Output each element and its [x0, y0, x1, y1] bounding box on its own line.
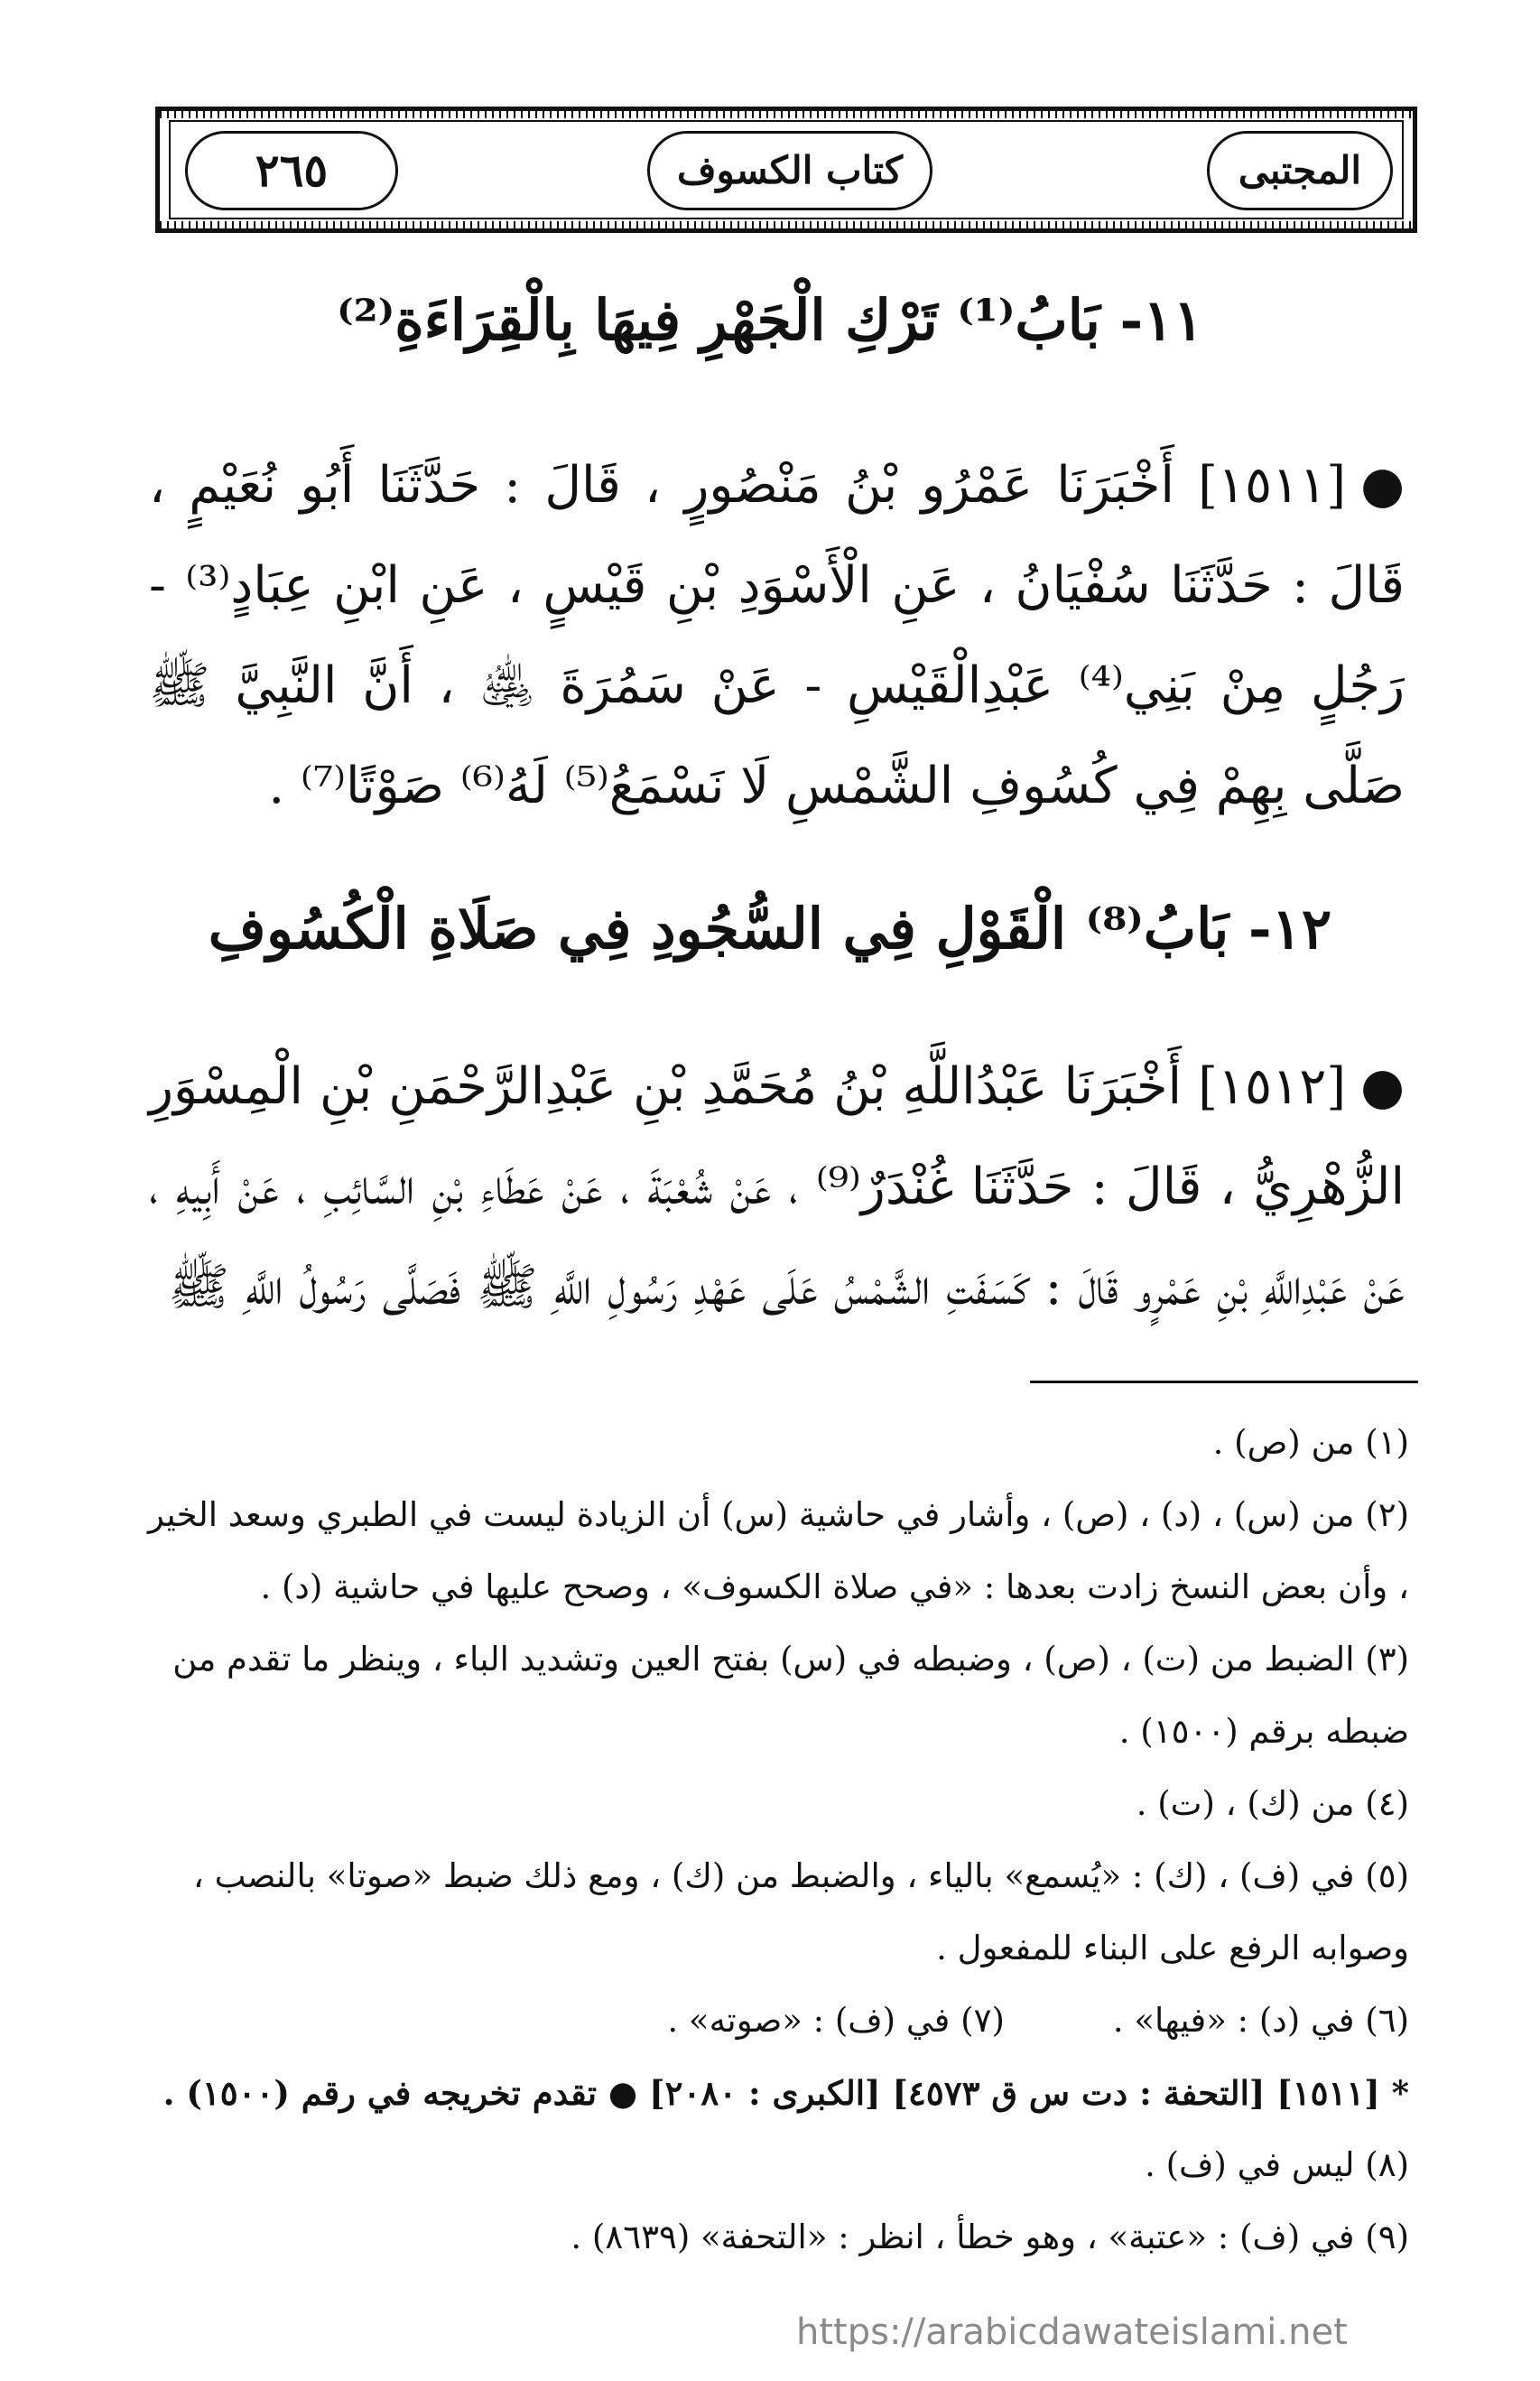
- bullet-marker: ●: [1360, 456, 1405, 515]
- chapter-heading-12: ١٢- بَابُ⁽⁸⁾ الْقَوْلِ فِي السُّجُودِ فِي صَلَاةِ الْكُسُوفِ: [208, 896, 1332, 962]
- footnote-6: (٦) في (د) : «فيها» .: [1112, 2001, 1409, 2040]
- page-header: [155, 107, 1417, 233]
- watermark-url: https://arabicdawateislami.net: [796, 2311, 1348, 2353]
- takhrij-note: * [١٥١١] [التحفة : دت س ق ٤٥٧٣] [الكبرى : ٢٠٨٠] ● تقدم تخريجه في رقم (١٥٠٠) .: [162, 2073, 1409, 2113]
- hadith-1512-text: [١٥١٢] أَخْبَرَنَا عَبْدُاللَّهِ بْنُ مُحَمَّدِ بْنِ عَبْدِالرَّحْمَنِ بْنِ الْمِسْوَرِ الزُّهْرِيُّ ، قَالَ : حَدَّثَنَا غُنْدَرٌ⁽⁹⁾ ، عَنْ شُعْبَةَ ، عَنْ عَطَاءِ بْنِ السَّائِبِ ، عَنْ أَبِيهِ ، عَنْ عَبْدِاللَّهِ بْنِ عَمْرٍو قَالَ : كَسَفَتِ الشَّمْسُ عَلَى عَهْدِ رَسُولِ اللَّهِ ﷺ فَصَلَّى رَسُولُ اللَّهِ ﷺ: [149, 1057, 1405, 1316]
- footnote-separator: [1030, 1381, 1418, 1383]
- chapter-heading-11: ١١- بَابُ⁽¹⁾ تَرْكِ الْجَهْرِ فِيهَا بِالْقِرَاءَةِ⁽²⁾: [337, 287, 1203, 353]
- page-number-cartouche: [185, 131, 398, 210]
- hadith-1511-text: [١٥١١] أَخْبَرَنَا عَمْرُو بْنُ مَنْصُورٍ ، قَالَ : حَدَّثَنَا أَبُو نُعَيْمٍ ، قَالَ : حَدَّثَنَا سُفْيَانُ ، عَنِ الْأَسْوَدِ بْنِ قَيْسٍ ، عَنِ ابْنِ عِبَادٍ⁽³⁾ - رَجُلٍ مِنْ بَنِي⁽⁴⁾ عَبْدِالْقَيْسِ - عَنْ سَمُرَةَ ﵁ ، أَنَّ النَّبِيَّ ﷺ صَلَّى بِهِمْ فِي كُسُوفِ الشَّمْسِ لَا نَسْمَعُ⁽⁵⁾ لَهُ⁽⁶⁾ صَوْتًا⁽⁷⁾ .: [149, 456, 1405, 815]
- footnote-7: (٧) في (ف) : «صوته» .: [667, 2001, 1005, 2040]
- bullet-marker: ●: [1360, 1057, 1405, 1116]
- series-title-cartouche: [1207, 131, 1393, 210]
- hadith-1511: [149, 435, 1405, 836]
- footnote-2: (٢) من (س) ، (د) ، (ص) ، وأشار في حاشية (س) أن الزيادة ليست في الطبري وسعد الخير ، وأن بعض النسخ زادت بعدها : «في صلاة الكسوف» ، وصحح عليها في حاشية (د) .: [147, 1495, 1409, 1606]
- footnotes: [135, 1407, 1409, 2274]
- footnote-1: (١) من (ص) .: [1212, 1423, 1409, 1462]
- footnote-9: (٩) في (ف) : «عتبة» ، وهو خطأ ، انظر : «التحفة» (٨٦٣٩) .: [571, 2218, 1409, 2256]
- footnote-3: (٣) الضبط من (ت) ، (ص) ، وضبطه في (س) بفتح العين وتشديد الباء ، وينظر ما تقدم من ضبطه برقم (١٥٠٠) .: [172, 1640, 1409, 1751]
- book-title-cartouche: [647, 131, 932, 210]
- footnote-5: (٥) في (ف) ، (ك) : «يُسمع» بالياء ، والضبط من (ك) ، ومع ذلك ضبط «صوتا» بالنصب ، وصوابه الرفع على البناء للمفعول .: [192, 1856, 1409, 1967]
- footnote-8: (٨) ليس في (ف) .: [1145, 2145, 1409, 2184]
- footnote-row-6-7: [135, 1985, 1409, 2057]
- book-title: كتاب الكسوف: [677, 148, 903, 192]
- hadith-1512: [149, 1037, 1405, 1337]
- footnote-4: (٤) من (ك) ، (ت) .: [1136, 1784, 1409, 1823]
- page-number: ٢٦٥: [255, 144, 329, 197]
- series-title: المجتبى: [1238, 148, 1362, 192]
